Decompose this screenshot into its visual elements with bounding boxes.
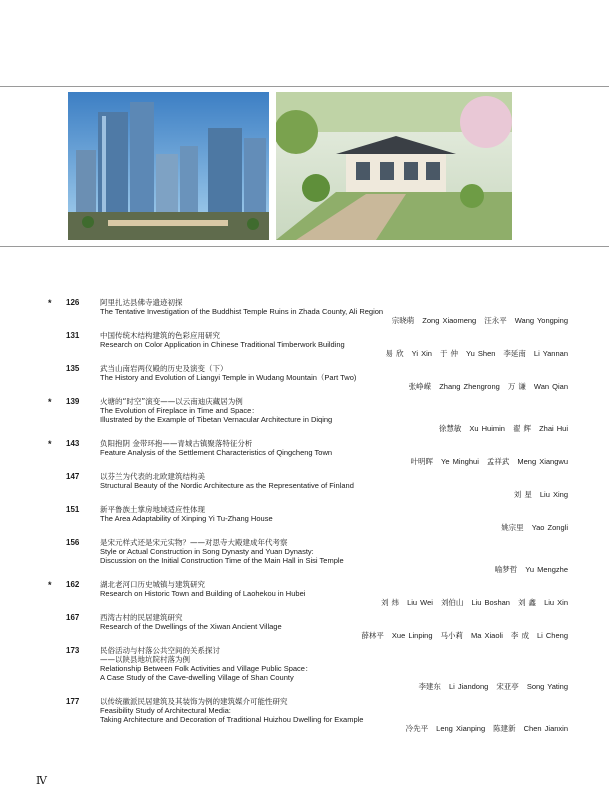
author-name: 冷先平 bbox=[405, 724, 429, 733]
author-name: Li Yannan bbox=[533, 349, 568, 358]
author-name: Zong Xiaomeng bbox=[422, 316, 477, 325]
author-name: Yao Zongli bbox=[531, 523, 568, 532]
author-line bbox=[100, 457, 568, 467]
author-line bbox=[100, 349, 568, 359]
article-title-zh: 民俗活动与村落公共空间的关系探讨 bbox=[100, 646, 220, 655]
author-name: Wang Yongping bbox=[514, 316, 568, 325]
article-title-en: Taking Architecture and Decoration of Traditional Huizhou Dwelling for Example bbox=[100, 715, 364, 724]
article-title-en: Style or Actual Construction in Song Dynasty and Yuan Dynasty: bbox=[100, 547, 314, 556]
author-name: 叶明晖 bbox=[410, 457, 434, 466]
author-name: Liu Xing bbox=[539, 490, 568, 499]
author-name: Ye Minghui bbox=[441, 457, 479, 466]
toc-page-number: 156 bbox=[66, 538, 80, 547]
author-name: Leng Xianping bbox=[436, 724, 486, 733]
author-name: Xu Huimin bbox=[469, 424, 505, 433]
toc-page-number: 131 bbox=[66, 331, 80, 340]
city-skyline-photo bbox=[68, 92, 269, 240]
author-name: 万 谦 bbox=[507, 382, 526, 391]
author-line bbox=[100, 724, 568, 734]
author-name: Yi Xin bbox=[411, 349, 432, 358]
article-title-en: Feasibility Study of Architectural Media: bbox=[100, 706, 231, 715]
author-name: Zhai Hui bbox=[539, 424, 568, 433]
article-title-zh: 以芬兰为代表的北欧建筑结构美 bbox=[100, 472, 205, 481]
toc-entry bbox=[0, 505, 609, 533]
author-name: Yu Mengzhe bbox=[525, 565, 568, 574]
author-name: 薛林平 bbox=[361, 631, 384, 640]
author-name: 汪永平 bbox=[484, 316, 507, 325]
author-name: 陈建新 bbox=[493, 724, 516, 733]
toc-entry bbox=[0, 697, 609, 734]
author-name: 刘 炜 bbox=[380, 598, 400, 607]
author-name: 张峥嵘 bbox=[408, 382, 432, 391]
toc-entry bbox=[0, 538, 609, 575]
author-line bbox=[100, 631, 568, 641]
author-name: 李延南 bbox=[503, 349, 526, 358]
featured-star: * bbox=[48, 580, 52, 590]
author-line bbox=[100, 565, 568, 575]
author-name: Ma Xiaoli bbox=[471, 631, 503, 640]
toc-entry bbox=[0, 646, 609, 692]
toc-entry bbox=[0, 331, 609, 359]
toc-entry bbox=[0, 613, 609, 641]
article-title-zh: 西湾古村的民居建筑研究 bbox=[100, 613, 183, 622]
header-rule bbox=[0, 86, 609, 87]
toc-entry bbox=[0, 439, 609, 467]
author-line bbox=[100, 523, 568, 533]
article-title-en: The History and Evolution of Liangyi Temple in Wudang Mountain（Part Two) bbox=[100, 373, 357, 382]
featured-star: * bbox=[48, 298, 52, 308]
author-line bbox=[100, 490, 568, 500]
article-title-zh: 中国传统木结构建筑的色彩应用研究 bbox=[100, 331, 220, 340]
author-line bbox=[100, 424, 568, 434]
toc-page-number: 162 bbox=[66, 580, 80, 589]
article-title-en: Relationship Between Folk Activities and Village Public Space： bbox=[100, 664, 313, 673]
author-name: Xue Linping bbox=[391, 631, 433, 640]
author-name: Liu Boshan bbox=[471, 598, 510, 607]
author-name: Meng Xiangwu bbox=[517, 457, 568, 466]
author-name: Yu Shen bbox=[466, 349, 496, 358]
author-name: 刘 鑫 bbox=[517, 598, 537, 607]
article-title-en: The Tentative Investigation of the Buddhist Temple Ruins in Zhada County, Ali Region bbox=[100, 307, 384, 316]
author-name: 宋亚亭 bbox=[496, 682, 519, 691]
article-title-en: Research on Color Application in Chinese Traditional Timberwork Building bbox=[100, 340, 345, 349]
toc-page-number: 143 bbox=[66, 439, 80, 448]
toc-page-number: 173 bbox=[66, 646, 80, 655]
page-number: Ⅳ bbox=[36, 775, 47, 787]
table-of-contents bbox=[0, 298, 609, 739]
author-line bbox=[100, 382, 568, 392]
article-title-en: The Area Adaptability of Xinping Yi Tu-Zhang House bbox=[100, 514, 273, 523]
article-title-zh: 湖北老河口历史城镇与建筑研究 bbox=[100, 580, 205, 589]
featured-star: * bbox=[48, 397, 52, 407]
featured-star: * bbox=[48, 439, 52, 449]
article-title-en: Discussion on the Initial Construction Time of the Main Hall in Sisi Temple bbox=[100, 556, 344, 565]
author-name: 于 仲 bbox=[439, 349, 459, 358]
toc-page-number: 126 bbox=[66, 298, 80, 307]
author-name: Wan Qian bbox=[533, 382, 568, 391]
article-title-zh: 武当山南岩两仪殿的历史及演变（下） bbox=[100, 364, 228, 373]
header-rule-bottom bbox=[0, 246, 609, 247]
author-line bbox=[100, 316, 568, 326]
toc-entry bbox=[0, 298, 609, 326]
article-title-en: Research on Historic Town and Building of Laohekou in Hubei bbox=[100, 589, 306, 598]
toc-entry bbox=[0, 397, 609, 434]
article-title-en: Structural Beauty of the Nordic Architecture as the Representative of Finland bbox=[100, 481, 354, 490]
author-name: Chen Jianxin bbox=[523, 724, 568, 733]
article-title-en: Research of the Dwellings of the Xiwan Ancient Village bbox=[100, 622, 282, 631]
author-name: 易 欣 bbox=[385, 349, 404, 358]
toc-entry bbox=[0, 580, 609, 608]
toc-page-number: 135 bbox=[66, 364, 80, 373]
article-title-zh: 阿里扎达县佛寺遗迹初探 bbox=[100, 298, 183, 307]
author-name: Li Jiandong bbox=[448, 682, 489, 691]
article-title-en: Feature Analysis of the Settlement Characteristics of Qingcheng Town bbox=[100, 448, 333, 457]
article-title-zh: 负阳抱阴 金带环抱——青城古镇聚落特征分析 bbox=[100, 439, 253, 448]
toc-entry bbox=[0, 472, 609, 500]
toc-entry bbox=[0, 364, 609, 392]
article-title-en: The Evolution of Fireplace in Time and Space： bbox=[100, 406, 259, 415]
toc-page-number: 167 bbox=[66, 613, 80, 622]
author-name: Liu Xin bbox=[544, 598, 568, 607]
author-name: 刘 星 bbox=[513, 490, 532, 499]
author-line bbox=[100, 682, 568, 692]
author-name: Zhang Zhengrong bbox=[439, 382, 500, 391]
author-name: 李建东 bbox=[418, 682, 441, 691]
author-name: 喻梦哲 bbox=[494, 565, 518, 574]
author-name: 孟祥武 bbox=[486, 457, 510, 466]
author-name: 宗晓萌 bbox=[391, 316, 415, 325]
village-rendering-photo bbox=[276, 92, 512, 240]
toc-page-number: 151 bbox=[66, 505, 80, 514]
article-title-zh: 火塘的“时空”演变——以云南迪庆藏居为例 bbox=[100, 397, 243, 406]
author-name: Li Cheng bbox=[536, 631, 568, 640]
article-title-zh: 以传统徽派民居建筑及其装饰为例的建筑媒介可能性研究 bbox=[100, 697, 288, 706]
author-name: 徐慧敏 bbox=[438, 424, 462, 433]
author-line bbox=[100, 598, 568, 608]
author-name: 李 成 bbox=[510, 631, 529, 640]
article-subtitle-zh: ——以陕县地坑院村落为例 bbox=[100, 655, 190, 664]
article-title-en: Illustrated by the Example of Tibetan Vernacular Architecture in Diqing bbox=[100, 415, 333, 424]
author-name: Song Yating bbox=[526, 682, 568, 691]
author-name: 姚宗里 bbox=[501, 523, 524, 532]
article-title-zh: 是宋元样式还是宋元实物？——对思寺大殿建成年代考察 bbox=[100, 538, 288, 547]
toc-page-number: 139 bbox=[66, 397, 80, 406]
article-title-en: A Case Study of the Cave-dwelling Village of Shan County bbox=[100, 673, 294, 682]
author-name: 翟 辉 bbox=[512, 424, 532, 433]
article-title-zh: 新平鲁族土掌房地域适应性体现 bbox=[100, 505, 205, 514]
author-name: 马小莉 bbox=[440, 631, 464, 640]
toc-page-number: 147 bbox=[66, 472, 80, 481]
author-name: Liu Wei bbox=[407, 598, 433, 607]
author-name: 刘伯山 bbox=[440, 598, 464, 607]
toc-page-number: 177 bbox=[66, 697, 80, 706]
